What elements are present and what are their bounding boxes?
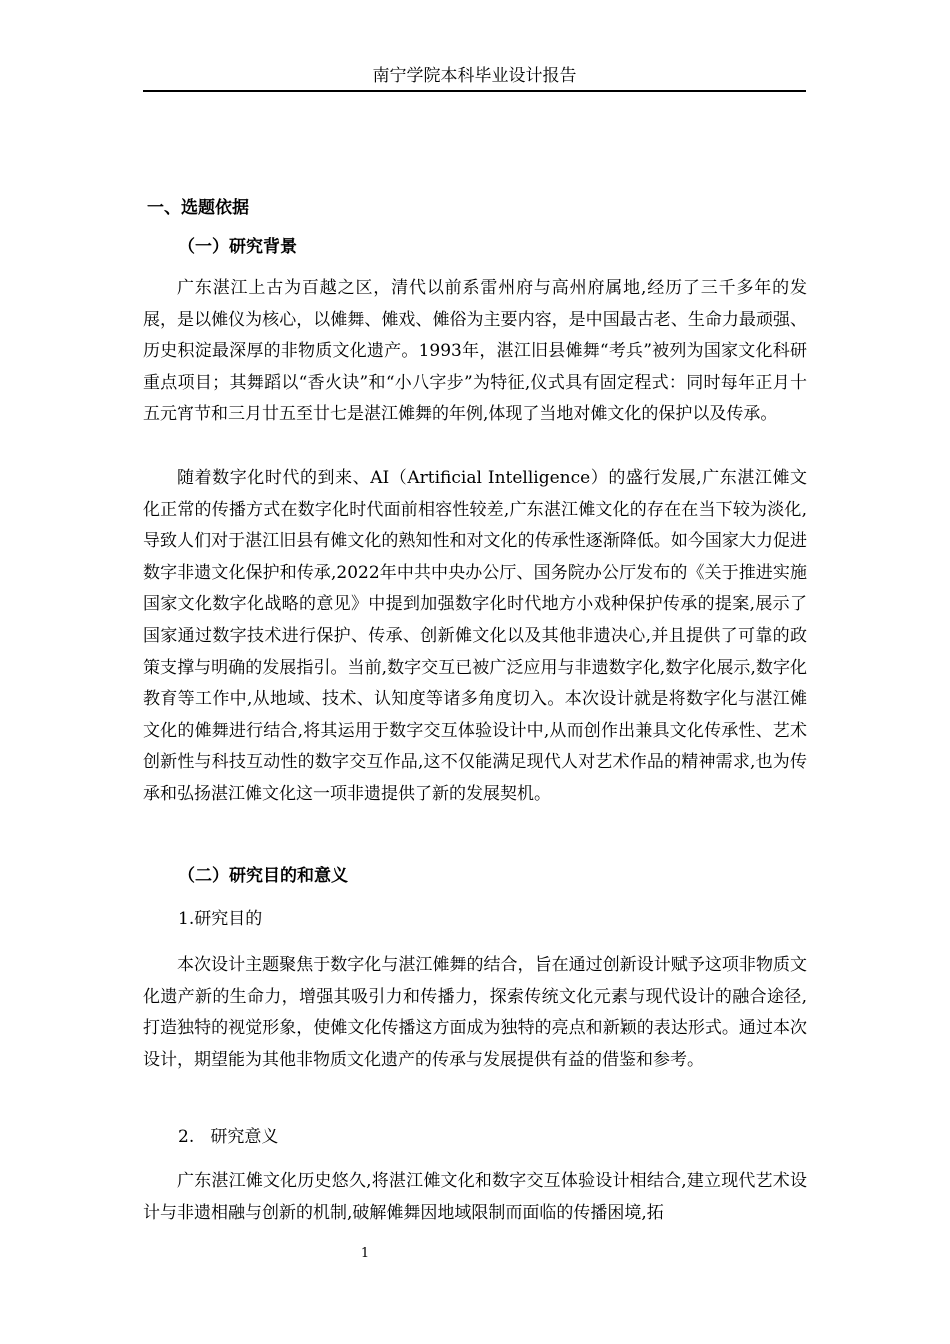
subsection-heading-purpose-significance: （二）研究目的和意义 [178, 866, 348, 886]
significance-heading: 2. 研究意义 [178, 1127, 279, 1147]
page-number: 1 [360, 1246, 370, 1261]
page-header: 南宁学院本科毕业设计报告 [143, 64, 806, 92]
paragraph-purpose: 本次设计主题聚焦于数字化与湛江傩舞的结合，旨在通过创新设计赋予这项非物质文化遗产新的生命力，增强其吸引力和传播力，探索传统文化元素与现代设计的融合途径,打造独特的视觉形象，使傩文化传播这方面成为独特的亮点和新颖的表达形式。通过本次设计，期望能为其他非物质文化遗产的传承与发展提供有益的借鉴和参考。 [143, 955, 807, 1070]
paragraph-background-2: 随着数字化时代的到来、AI（Artificial Intelligence）的盛行发展,广东湛江傩文化正常的传播方式在数字化时代面前相容性较差,广东湛江傩文化的存在在当下较为淡化,导致人们对于湛江旧县有傩文化的熟知性和对文化的传承性逐渐降低。如今国家大力促进数字非遗文化保护和传承,2022年中共中央办公厅、国务院办公厅发布的《关于推进实施国家文化数字化战略的意见》中提到加强数字化时代地方小戏种保护传承的提案,展示了国家通过数字技术进行保护、传承、创新傩文化以及其他非遗决心,并且提供了可靠的政策支撑与明确的发展指引。当前,数字交互已被广泛应用与非遗数字化,数字化展示,数字化教育等工作中,从地域、技术、认知度等诸多角度切入。本次设计就是将数字化与湛江傩文化的傩舞进行结合,将其运用于数字交互体验设计中,从而创作出兼具文化传承性、艺术创新性与科技互动性的数字交互作品,这不仅能满足现代人对艺术作品的精神需求,也为传承和弘扬湛江傩文化这一项非遗提供了新的发展契机。 [143, 468, 807, 804]
paragraph-background-1: 广东湛江上古为百越之区，清代以前系雷州府与高州府属地,经历了三千多年的发展，是以傩仪为核心，以傩舞、傩戏、傩俗为主要内容，是中国最古老、生命力最顽强、历史积淀最深厚的非物质文化遗产。1993年，湛江旧县傩舞“考兵”被列为国家文化科研重点项目；其舞蹈以“香火诀”和“小八字步”为特征,仪式具有固定程式：同时每年正月十五元宵节和三月廿五至廿七是湛江傩舞的年例,体现了当地对傩文化的保护以及传承。 [143, 278, 807, 425]
section-heading-basis: 一、选题依据 [147, 198, 249, 218]
paragraph-significance: 广东湛江傩文化历史悠久,将湛江傩文化和数字交互体验设计相结合,建立现代艺术设计与非遗相融与创新的机制,破解傩舞因地域限制而面临的传播困境,拓 [143, 1171, 807, 1223]
subsection-heading-background: （一）研究背景 [178, 237, 297, 257]
purpose-heading: 1.研究目的 [178, 909, 263, 929]
